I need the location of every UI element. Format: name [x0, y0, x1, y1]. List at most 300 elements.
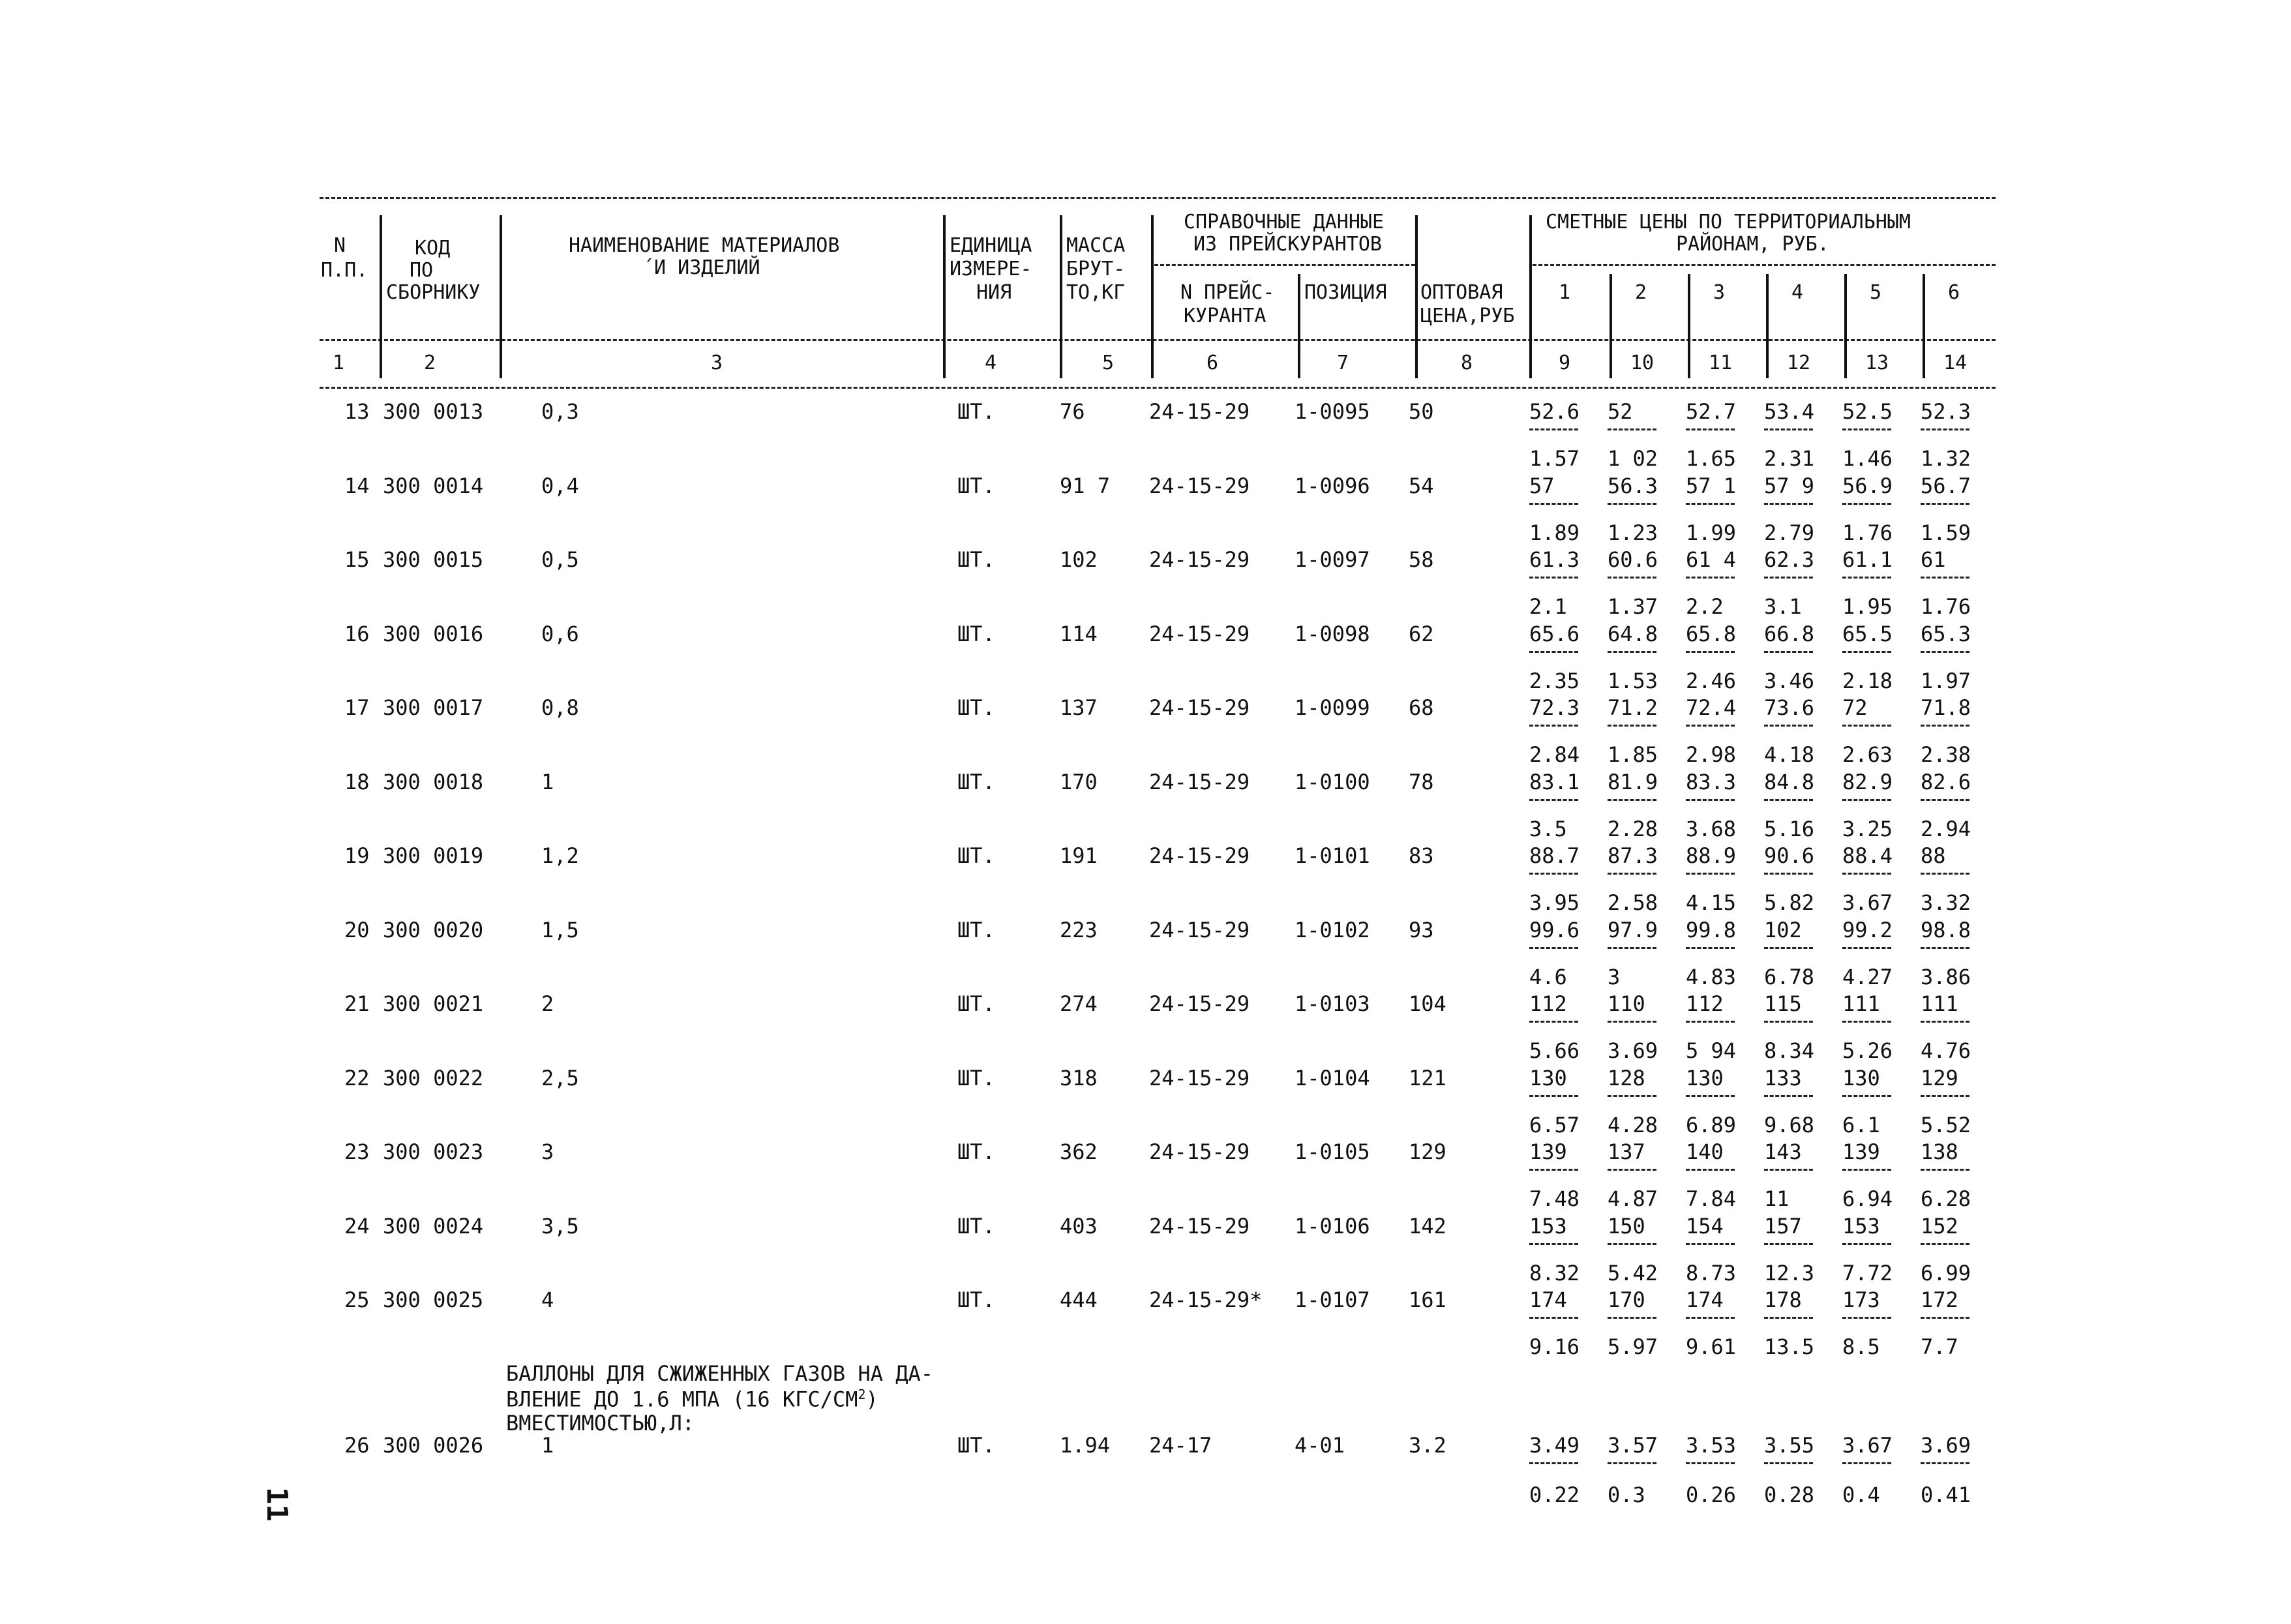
price-fraction-rule [1764, 1462, 1813, 1464]
price-fraction-rule [1842, 651, 1891, 653]
price-fraction-rule [1921, 1169, 1969, 1171]
row-unit: ШТ. [957, 547, 995, 572]
row-price-region-2: 81.9 [1608, 769, 1658, 794]
row-transport-region-4: 2.79 [1764, 520, 1815, 545]
row-transport-region-1: 2.84 [1529, 742, 1580, 767]
row-price-region-4: 73.6 [1764, 695, 1815, 720]
price-fraction-rule [1686, 429, 1735, 430]
row-price-region-3: 83.3 [1686, 769, 1737, 794]
row-code: 300 0016 [383, 621, 484, 646]
row-transport-region-2: 3 [1608, 964, 1621, 989]
row-code: 300 0020 [383, 917, 484, 942]
row-mass: 191 [1060, 843, 1098, 868]
row-wholesale-price: 62 [1409, 621, 1434, 646]
row-price-region-2: 150 [1608, 1213, 1645, 1239]
region-5-header: 5 [1870, 281, 1882, 304]
row-price-region-5: 82.9 [1842, 769, 1893, 794]
row-price-region-5: 56.9 [1842, 473, 1893, 498]
price-fraction-rule [1686, 1021, 1735, 1023]
row-transport-region-2: 5.42 [1608, 1260, 1658, 1286]
header-top-rule [320, 197, 1996, 199]
section-line1: БАЛЛОНЫ ДЛЯ СЖИЖЕННЫХ ГАЗОВ НА ДА- [506, 1361, 934, 1386]
row-price-region-4: 62.3 [1764, 547, 1815, 572]
column-number-1: 1 [333, 352, 345, 374]
row-transport-region-1: 3.5 [1529, 816, 1567, 841]
price-fraction-rule [1686, 873, 1735, 875]
price-fraction-rule [1842, 873, 1891, 875]
col-sep [380, 215, 382, 378]
price-fraction-rule [1686, 651, 1735, 653]
row-mass: 137 [1060, 695, 1098, 720]
row-unit: ШТ. [957, 399, 995, 424]
row-wholesale-price: 161 [1409, 1287, 1446, 1312]
price-fraction-rule [1921, 725, 1969, 727]
page-number: 11 [260, 1487, 293, 1522]
row-wholesale-price: 129 [1409, 1139, 1446, 1164]
row-price-list: 24-15-29 [1149, 399, 1250, 424]
row-price-region-6: 111 [1921, 991, 1958, 1016]
row-price-list: 24-15-29 [1149, 843, 1250, 868]
row-unit: ШТ. [957, 473, 995, 498]
row-transport-region-2: 1.37 [1608, 594, 1658, 619]
price-fraction-rule [1842, 577, 1891, 579]
price-fraction-rule [1608, 873, 1656, 875]
row-transport-region-3: 4.15 [1686, 890, 1737, 915]
row-unit: ШТ. [957, 917, 995, 942]
row-transport-region-1: 8.32 [1529, 1260, 1580, 1286]
col-sep [1060, 215, 1062, 378]
price-fraction-rule [1529, 873, 1578, 875]
row-price-region-1: 112 [1529, 991, 1567, 1016]
row-price-list: 24-15-29 [1149, 991, 1250, 1016]
price-fraction-rule [1686, 725, 1735, 727]
row-mass: 102 [1060, 547, 1098, 572]
price-fraction-rule [1764, 799, 1813, 801]
row-transport-region-2: 0.3 [1608, 1482, 1645, 1507]
row-price-region-2: 71.2 [1608, 695, 1658, 720]
row-name: 3 [541, 1139, 554, 1164]
row-name: 2,5 [541, 1065, 579, 1090]
hdr-npreis1: N ПРЕЙС- [1180, 281, 1275, 304]
row-wholesale-price: 142 [1409, 1213, 1446, 1239]
row-unit: ШТ. [957, 695, 995, 720]
row-mass: 223 [1060, 917, 1098, 942]
row-price-region-1: 139 [1529, 1139, 1567, 1164]
price-fraction-rule [1529, 1243, 1578, 1245]
row-price-region-4: 133 [1764, 1065, 1802, 1090]
row-transport-region-4: 13.5 [1764, 1334, 1815, 1359]
hdr-sborniku: СБОРНИКУ [386, 281, 481, 304]
price-fraction-rule [1764, 873, 1813, 875]
hdr-ed1: ЕДИНИЦА [950, 234, 1032, 257]
row-transport-region-3: 2.2 [1686, 594, 1724, 619]
row-price-region-4: 3.55 [1764, 1433, 1815, 1458]
row-transport-region-4: 8.34 [1764, 1038, 1815, 1063]
price-fraction-rule [1608, 429, 1656, 430]
price-fraction-rule [1921, 1462, 1969, 1464]
row-transport-region-3: 0.26 [1686, 1482, 1737, 1507]
price-fraction-rule [1921, 429, 1969, 430]
row-price-region-1: 3.49 [1529, 1433, 1580, 1458]
row-transport-region-5: 7.72 [1842, 1260, 1893, 1286]
price-fraction-rule [1764, 651, 1813, 653]
price-fraction-rule [1764, 947, 1813, 949]
row-price-region-1: 72.3 [1529, 695, 1580, 720]
row-transport-region-5: 0.4 [1842, 1482, 1880, 1507]
row-price-region-6: 152 [1921, 1213, 1958, 1239]
hdr-smet2: РАЙОНАМ, РУБ. [1676, 233, 1829, 256]
hdr-massa3: ТО,КГ [1066, 281, 1126, 304]
row-transport-region-5: 4.27 [1842, 964, 1893, 989]
price-fraction-rule [1686, 947, 1735, 949]
price-fraction-rule [1921, 1317, 1969, 1319]
row-transport-region-5: 5.26 [1842, 1038, 1893, 1063]
row-transport-region-5: 1.46 [1842, 446, 1893, 471]
row-price-region-6: 52.3 [1921, 399, 1971, 424]
row-unit: ШТ. [957, 1287, 995, 1312]
row-transport-region-6: 7.7 [1921, 1334, 1958, 1359]
price-fraction-rule [1764, 1169, 1813, 1171]
hdr-opt1: ОПТОВАЯ [1420, 281, 1503, 304]
row-wholesale-price: 58 [1409, 547, 1434, 572]
row-price-region-5: 99.2 [1842, 917, 1893, 942]
row-transport-region-3: 5 94 [1686, 1038, 1737, 1063]
row-price-region-5: 88.4 [1842, 843, 1893, 868]
row-position: 1-0097 [1295, 547, 1370, 572]
row-transport-region-6: 3.32 [1921, 890, 1971, 915]
price-fraction-rule [1608, 947, 1656, 949]
price-fraction-rule [1608, 1021, 1656, 1023]
row-transport-region-6: 2.94 [1921, 816, 1971, 841]
row-price-region-1: 52.6 [1529, 399, 1580, 424]
row-number: 13 [344, 399, 370, 424]
row-price-list: 24-15-29 [1149, 547, 1250, 572]
hdr-ed3: НИЯ [976, 281, 1012, 304]
price-fraction-rule [1608, 799, 1656, 801]
row-price-region-4: 157 [1764, 1213, 1802, 1239]
row-number: 24 [344, 1213, 370, 1239]
row-price-region-1: 99.6 [1529, 917, 1580, 942]
row-transport-region-4: 2.31 [1764, 446, 1815, 471]
column-number-13: 13 [1865, 352, 1889, 374]
row-price-region-2: 97.9 [1608, 917, 1658, 942]
col-sep [1529, 215, 1532, 378]
column-number-8: 8 [1461, 352, 1473, 374]
row-name: 2 [541, 991, 554, 1016]
row-price-region-1: 153 [1529, 1213, 1567, 1239]
row-name: 1,2 [541, 843, 579, 868]
row-price-region-3: 130 [1686, 1065, 1724, 1090]
row-transport-region-3: 9.61 [1686, 1334, 1737, 1359]
row-price-region-6: 82.6 [1921, 769, 1971, 794]
hdr-smet1: СМЕТНЫЕ ЦЕНЫ ПО ТЕРРИТОРИАЛЬНЫМ [1546, 211, 1911, 233]
row-transport-region-1: 4.6 [1529, 964, 1567, 989]
col-sep [1415, 215, 1418, 378]
price-fraction-rule [1529, 503, 1578, 505]
price-fraction-rule [1842, 503, 1891, 505]
row-transport-region-4: 11 [1764, 1186, 1789, 1211]
row-price-region-6: 71.8 [1921, 695, 1971, 720]
row-price-list: 24-15-29 [1149, 1065, 1250, 1090]
row-transport-region-2: 1.85 [1608, 742, 1658, 767]
price-fraction-rule [1529, 1169, 1578, 1171]
row-name: 1 [541, 769, 554, 794]
hdr-kod: КОД [415, 237, 451, 260]
price-fraction-rule [1608, 651, 1656, 653]
header-mid-rule [320, 339, 1996, 341]
row-price-region-5: 153 [1842, 1213, 1880, 1239]
row-transport-region-2: 2.28 [1608, 816, 1658, 841]
price-fraction-rule [1764, 577, 1813, 579]
price-fraction-rule [1842, 1462, 1891, 1464]
row-number: 19 [344, 843, 370, 868]
col-sep [943, 215, 946, 378]
row-price-region-5: 61.1 [1842, 547, 1893, 572]
price-fraction-rule [1686, 503, 1735, 505]
row-price-region-5: 139 [1842, 1139, 1880, 1164]
hdr-n: N [334, 234, 346, 257]
row-price-region-1: 83.1 [1529, 769, 1580, 794]
row-price-list: 24-15-29* [1149, 1287, 1263, 1312]
row-price-region-2: 56.3 [1608, 473, 1658, 498]
row-wholesale-price: 54 [1409, 473, 1434, 498]
row-price-region-2: 110 [1608, 991, 1645, 1016]
row-price-region-3: 88.9 [1686, 843, 1737, 868]
row-wholesale-price: 93 [1409, 917, 1434, 942]
row-name: 0,5 [541, 547, 579, 572]
hdr-sprav2: ИЗ ПРЕЙСКУРАНТОВ [1193, 233, 1382, 256]
row-price-region-6: 138 [1921, 1139, 1958, 1164]
col-sep [1298, 274, 1300, 378]
row-transport-region-3: 7.84 [1686, 1186, 1737, 1211]
row-price-region-3: 65.8 [1686, 621, 1737, 646]
row-price-region-1: 174 [1529, 1287, 1567, 1312]
price-fraction-rule [1686, 1095, 1735, 1097]
row-position: 1-0107 [1295, 1287, 1370, 1312]
region-1-header: 1 [1559, 281, 1571, 304]
row-transport-region-3: 6.89 [1686, 1112, 1737, 1137]
row-number: 21 [344, 991, 370, 1016]
smet-sub-rule [1533, 264, 1996, 266]
col-sep [1923, 274, 1925, 378]
row-transport-region-2: 3.69 [1608, 1038, 1658, 1063]
row-number: 17 [344, 695, 370, 720]
row-code: 300 0015 [383, 547, 484, 572]
price-fraction-rule [1764, 429, 1813, 430]
price-fraction-rule [1764, 1095, 1813, 1097]
row-price-region-3: 112 [1686, 991, 1724, 1016]
row-transport-region-1: 7.48 [1529, 1186, 1580, 1211]
column-number-11: 11 [1709, 352, 1733, 374]
price-fraction-rule [1842, 799, 1891, 801]
row-transport-region-1: 3.95 [1529, 890, 1580, 915]
price-fraction-rule [1529, 1095, 1578, 1097]
hdr-opt2: ЦЕНА,РУБ [1420, 305, 1515, 327]
price-fraction-rule [1764, 725, 1813, 727]
row-code: 300 0021 [383, 991, 484, 1016]
row-unit: ШТ. [957, 1433, 995, 1458]
row-price-region-3: 72.4 [1686, 695, 1737, 720]
row-transport-region-4: 0.28 [1764, 1482, 1815, 1507]
row-number: 23 [344, 1139, 370, 1164]
row-price-region-2: 3.57 [1608, 1433, 1658, 1458]
row-wholesale-price: 83 [1409, 843, 1434, 868]
row-transport-region-6: 3.86 [1921, 964, 1971, 989]
row-transport-region-4: 5.82 [1764, 890, 1815, 915]
price-fraction-rule [1764, 1317, 1813, 1319]
row-price-region-4: 102 [1764, 917, 1802, 942]
row-price-region-1: 65.6 [1529, 621, 1580, 646]
column-number-2: 2 [424, 352, 436, 374]
row-price-region-6: 3.69 [1921, 1433, 1971, 1458]
row-transport-region-6: 6.99 [1921, 1260, 1971, 1286]
row-price-region-6: 129 [1921, 1065, 1958, 1090]
row-price-region-5: 72 [1842, 695, 1868, 720]
row-transport-region-5: 6.94 [1842, 1186, 1893, 1211]
row-price-region-5: 130 [1842, 1065, 1880, 1090]
row-unit: ШТ. [957, 843, 995, 868]
row-wholesale-price: 50 [1409, 399, 1434, 424]
hdr-npreis2: КУРАНТА [1184, 305, 1266, 327]
row-price-region-3: 99.8 [1686, 917, 1737, 942]
row-mass: 444 [1060, 1287, 1098, 1312]
row-transport-region-2: 4.87 [1608, 1186, 1658, 1211]
price-fraction-rule [1842, 725, 1891, 727]
hdr-naim1: НАИМЕНОВАНИЕ МАТЕРИАЛОВ [569, 234, 840, 257]
hdr-pp: П.П. [321, 259, 368, 282]
price-fraction-rule [1529, 1021, 1578, 1023]
row-wholesale-price: 104 [1409, 991, 1446, 1016]
col-sep [1688, 274, 1690, 378]
hdr-ed2: ИЗМЕРЕ- [950, 258, 1032, 280]
price-fraction-rule [1842, 1169, 1891, 1171]
price-fraction-rule [1921, 799, 1969, 801]
price-fraction-rule [1529, 799, 1578, 801]
row-transport-region-1: 9.16 [1529, 1334, 1580, 1359]
region-2-header: 2 [1635, 281, 1647, 304]
row-transport-region-5: 6.1 [1842, 1112, 1880, 1137]
row-price-region-3: 61 4 [1686, 547, 1737, 572]
row-price-list: 24-15-29 [1149, 473, 1250, 498]
row-transport-region-6: 1.59 [1921, 520, 1971, 545]
row-transport-region-1: 1.57 [1529, 446, 1580, 471]
row-price-region-2: 64.8 [1608, 621, 1658, 646]
row-code: 300 0022 [383, 1065, 484, 1090]
row-price-region-5: 3.67 [1842, 1433, 1893, 1458]
row-transport-region-4: 4.18 [1764, 742, 1815, 767]
price-fraction-rule [1686, 577, 1735, 579]
row-name: 1 [541, 1433, 554, 1458]
row-mass: 114 [1060, 621, 1098, 646]
row-price-list: 24-15-29 [1149, 1213, 1250, 1239]
row-unit: ШТ. [957, 991, 995, 1016]
row-price-region-4: 90.6 [1764, 843, 1815, 868]
col-sep [1844, 274, 1847, 378]
row-number: 26 [344, 1433, 370, 1458]
row-transport-region-1: 1.89 [1529, 520, 1580, 545]
row-transport-region-1: 5.66 [1529, 1038, 1580, 1063]
price-fraction-rule [1529, 651, 1578, 653]
column-number-7: 7 [1337, 352, 1349, 374]
hdr-massa2: БРУТ- [1066, 258, 1126, 280]
row-price-region-4: 66.8 [1764, 621, 1815, 646]
row-mass: 170 [1060, 769, 1098, 794]
row-transport-region-3: 1.65 [1686, 446, 1737, 471]
row-name: 0,3 [541, 399, 579, 424]
header-bottom-rule [320, 387, 1996, 389]
hdr-naim2: ´И ИЗДЕЛИЙ [642, 256, 760, 279]
price-fraction-rule [1921, 503, 1969, 505]
col-sep [1151, 215, 1154, 378]
row-transport-region-4: 9.68 [1764, 1112, 1815, 1137]
row-price-region-6: 88 [1921, 843, 1946, 868]
column-number-9: 9 [1559, 352, 1571, 374]
row-transport-region-1: 2.1 [1529, 594, 1567, 619]
row-price-region-4: 84.8 [1764, 769, 1815, 794]
row-name: 0,4 [541, 473, 579, 498]
row-position: 1-0105 [1295, 1139, 1370, 1164]
row-transport-region-6: 2.38 [1921, 742, 1971, 767]
price-fraction-rule [1842, 429, 1891, 430]
row-mass: 76 [1060, 399, 1085, 424]
row-unit: ШТ. [957, 1139, 995, 1164]
row-code: 300 0024 [383, 1213, 484, 1239]
price-fraction-rule [1529, 429, 1578, 430]
row-position: 4-01 [1295, 1433, 1345, 1458]
row-transport-region-6: 1.32 [1921, 446, 1971, 471]
row-transport-region-5: 1.95 [1842, 594, 1893, 619]
price-fraction-rule [1529, 1462, 1578, 1464]
row-code: 300 0014 [383, 473, 484, 498]
price-fraction-rule [1686, 1317, 1735, 1319]
price-fraction-rule [1921, 873, 1969, 875]
row-transport-region-1: 2.35 [1529, 668, 1580, 693]
price-fraction-rule [1921, 1021, 1969, 1023]
row-transport-region-3: 1.99 [1686, 520, 1737, 545]
row-mass: 318 [1060, 1065, 1098, 1090]
row-code: 300 0023 [383, 1139, 484, 1164]
row-transport-region-5: 3.67 [1842, 890, 1893, 915]
price-fraction-rule [1921, 947, 1969, 949]
row-mass: 403 [1060, 1213, 1098, 1239]
row-transport-region-6: 1.76 [1921, 594, 1971, 619]
price-fraction-rule [1529, 577, 1578, 579]
row-number: 14 [344, 473, 370, 498]
row-price-region-6: 65.3 [1921, 621, 1971, 646]
price-fraction-rule [1764, 503, 1813, 505]
row-name: 1,5 [541, 917, 579, 942]
price-fraction-rule [1686, 1169, 1735, 1171]
row-transport-region-6: 1.97 [1921, 668, 1971, 693]
row-price-region-3: 174 [1686, 1287, 1724, 1312]
row-transport-region-3: 3.68 [1686, 816, 1737, 841]
row-transport-region-6: 5.52 [1921, 1112, 1971, 1137]
row-price-region-1: 57 [1529, 473, 1555, 498]
column-number-6: 6 [1206, 352, 1219, 374]
hdr-poz: ПОЗИЦИЯ [1304, 281, 1387, 304]
price-fraction-rule [1842, 1095, 1891, 1097]
row-transport-region-6: 4.76 [1921, 1038, 1971, 1063]
row-transport-region-5: 1.76 [1842, 520, 1893, 545]
price-fraction-rule [1921, 1243, 1969, 1245]
price-fraction-rule [1608, 1169, 1656, 1171]
row-transport-region-6: 0.41 [1921, 1482, 1971, 1507]
row-transport-region-5: 8.5 [1842, 1334, 1880, 1359]
price-fraction-rule [1921, 651, 1969, 653]
price-fraction-rule [1764, 1243, 1813, 1245]
column-number-5: 5 [1102, 352, 1115, 374]
row-transport-region-2: 1 02 [1608, 446, 1658, 471]
